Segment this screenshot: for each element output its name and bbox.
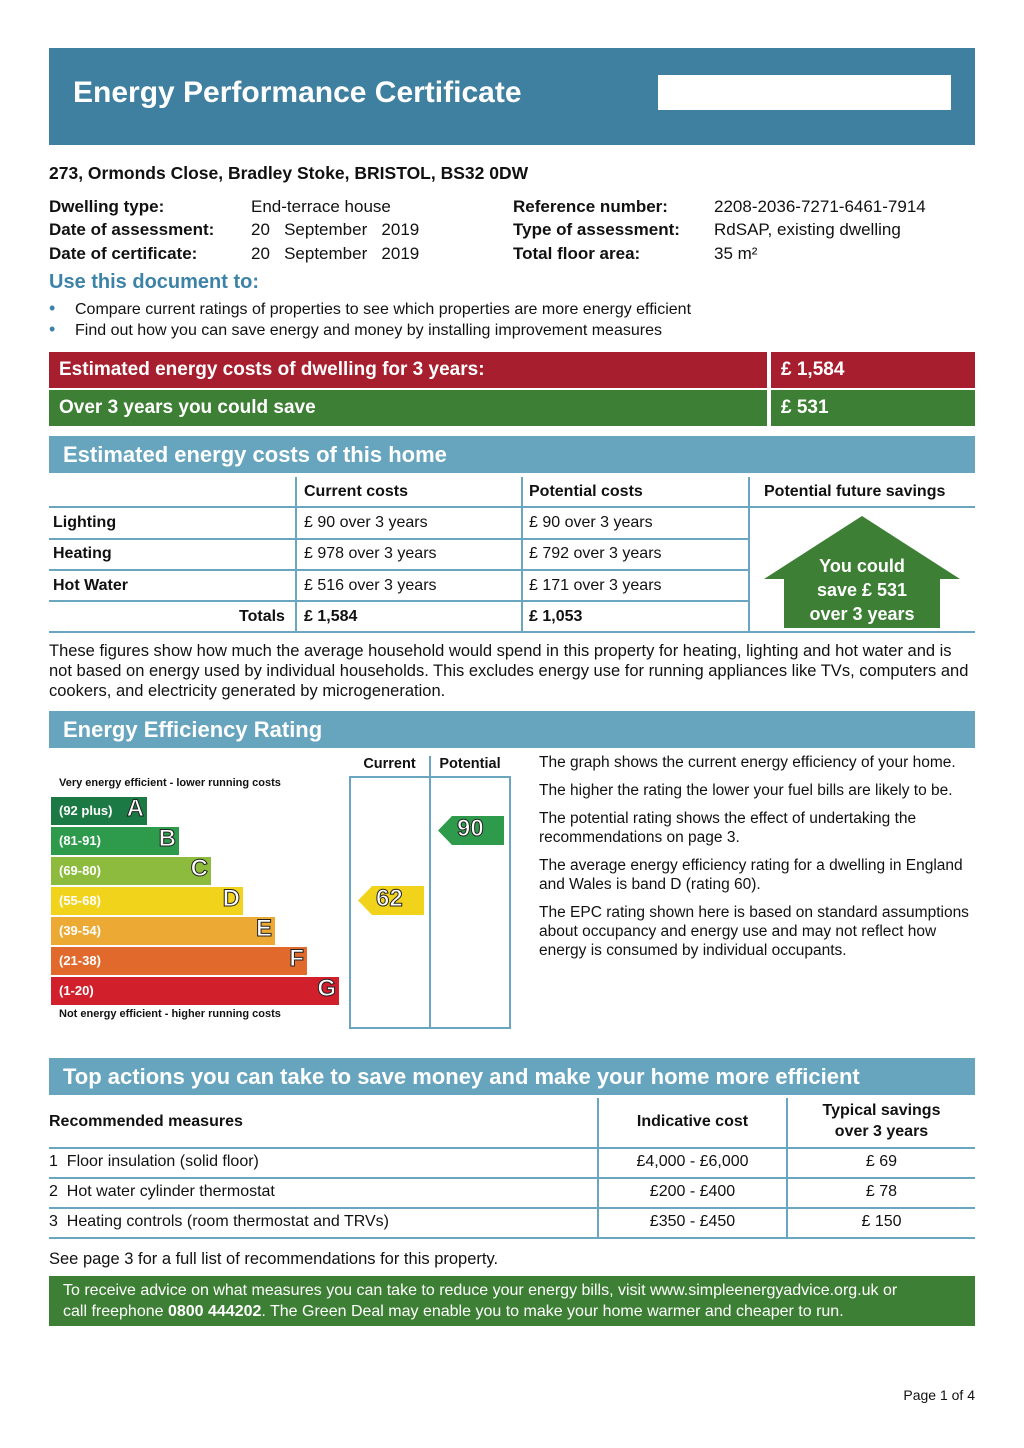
eer-col-potential: Potential (439, 756, 501, 772)
use-document-heading: Use this document to: (49, 271, 260, 293)
estimated-costs-value: £ 1,584 (771, 352, 975, 388)
see-page-note: See page 3 for a full list of recommendations for this property. (49, 1250, 499, 1268)
costs-section-heading: Estimated energy costs of this home (49, 436, 975, 473)
actions-section-heading: Top actions you can take to save money and make your home more efficient (49, 1058, 975, 1095)
explanation-paragraph: The higher the rating the lower your fuel bills are likely to be. (539, 782, 953, 799)
costs-note: These figures show how much the average household would spend in this property for heating, lighting and hot water and is not based on energy used by individual households. This excludes energy use for running appliances like TVs, computers and cookers, and electricity generated by microgeneration. (49, 642, 969, 700)
floor-area-label: Total floor area: (513, 244, 641, 263)
rating-band-b (51, 827, 179, 855)
explanation-paragraph: The average energy efficiency rating for a dwelling in England and Wales is band D (rating 60). (539, 857, 963, 893)
eer-explanation (539, 753, 975, 960)
row-saving: £ 150 (861, 1213, 902, 1230)
col-future-savings: Potential future savings (764, 483, 946, 500)
band-range: (92 plus) (59, 803, 113, 818)
row-heating-current: £ 978 over 3 years (304, 545, 437, 562)
band-range: (39-54) (59, 923, 101, 938)
table-row: 3 Heating controls (room thermostat and TRVs) (49, 1213, 390, 1230)
band-letter: D (222, 885, 240, 912)
rating-band-d (51, 887, 243, 915)
eer-header-divider (429, 756, 431, 776)
rating-band-f (51, 947, 307, 975)
bullet-icon: • (49, 298, 56, 318)
totals-potential: £ 1,053 (529, 608, 583, 625)
header-blank-box (658, 75, 951, 110)
property-address: 273, Ormonds Close, Bradley Stoke, BRISTOL, BS32 0DW (49, 163, 529, 183)
band-range: (69-80) (59, 863, 101, 878)
explanation-paragraph: The EPC rating shown here is based on standard assumptions about occupancy and energy use and may not reflect how energy is consumed by individual occupants. (539, 904, 969, 959)
band-range: (1-20) (59, 983, 94, 998)
col-typical-savings-sub: over 3 years (834, 1123, 929, 1140)
band-letter: C (190, 855, 208, 882)
explanation-paragraph: The graph shows the current energy efficiency of your home. (539, 754, 956, 771)
row-lighting-potential: £ 90 over 3 years (529, 514, 653, 531)
freephone-number: 0800 444202 (167, 1303, 262, 1320)
table-row: 2 Hot water cylinder thermostat (49, 1183, 275, 1200)
totals-label: Totals (239, 608, 285, 625)
assessment-date-value: 20 September 2019 (251, 220, 420, 239)
band-range: (81-91) (59, 833, 101, 848)
table-row: 1 Floor insulation (solid floor) (49, 1153, 259, 1170)
rating-band-g (51, 977, 339, 1005)
efficiency-section-heading: Energy Efficiency Rating (49, 711, 975, 748)
estimated-costs-label: Estimated energy costs of dwelling for 3 years: (49, 352, 767, 388)
row-saving: £ 69 (865, 1153, 898, 1170)
row-hotwater-current: £ 516 over 3 years (304, 577, 437, 594)
row-cost: £350 - £450 (649, 1213, 736, 1230)
eer-top-note: Very energy efficient - lower running costs (59, 777, 281, 789)
col-recommended-measures: Recommended measures (49, 1113, 243, 1130)
row-lighting-current: £ 90 over 3 years (304, 514, 428, 531)
assessment-date-label: Date of assessment: (49, 220, 215, 239)
dwelling-type-value: End-terrace house (251, 197, 391, 216)
row-saving: £ 78 (865, 1183, 898, 1200)
col-indicative-cost: Indicative cost (636, 1113, 749, 1130)
row-cost: £200 - £400 (649, 1183, 736, 1200)
col-typical-savings: Typical savings (822, 1102, 941, 1119)
eer-bottom-note: Not energy efficient - higher running costs (59, 1008, 281, 1020)
bullet-icon: • (49, 319, 56, 339)
page-number: Page 1 of 4 (903, 1387, 975, 1403)
savings-value: £ 531 (771, 390, 975, 426)
page-title: Energy Performance Certificate (73, 76, 522, 109)
advice-banner: To receive advice on what measures you can take to reduce your energy bills, visit www.simpleenergyadvice.org.uk or call freephone 0800 444202. The Green Deal may enable you to make your home warmer and cheaper to run. (49, 1276, 975, 1326)
dwelling-type-label: Dwelling type: (49, 197, 165, 216)
band-letter: A (126, 795, 144, 822)
assessment-type-value: RdSAP, existing dwelling (714, 220, 901, 239)
savings-label: Over 3 years you could save (49, 390, 767, 426)
band-range: (55-68) (59, 893, 101, 908)
col-potential-costs: Potential costs (529, 483, 643, 500)
row-hotwater-label: Hot Water (53, 577, 128, 594)
row-heating-label: Heating (53, 545, 112, 562)
reference-value: 2208-2036-7271-6461-7914 (714, 197, 926, 216)
current-rating-value: 62 (376, 885, 403, 912)
row-hotwater-potential: £ 171 over 3 years (529, 577, 662, 594)
explanation-paragraph: The potential rating shows the effect of undertaking the recommendations on page 3. (539, 810, 917, 846)
assessment-type-label: Type of assessment: (513, 220, 680, 239)
certificate-date-value: 20 September 2019 (251, 244, 420, 263)
rating-band-e (51, 917, 275, 945)
floor-area-value: 35 m² (714, 244, 758, 263)
band-letter: F (289, 945, 304, 972)
totals-current: £ 1,584 (304, 608, 358, 625)
rating-band-c (51, 857, 211, 885)
band-range: (21-38) (59, 953, 101, 968)
eer-potential-column (429, 776, 511, 1029)
eer-col-current: Current (363, 756, 416, 772)
row-lighting-label: Lighting (53, 514, 117, 531)
row-heating-potential: £ 792 over 3 years (529, 545, 662, 562)
band-letter: E (255, 915, 272, 942)
savings-callout: You could save £ 531 over 3 years (809, 556, 915, 624)
row-cost: £4,000 - £6,000 (636, 1153, 749, 1170)
reference-label: Reference number: (513, 197, 668, 216)
potential-rating-value: 90 (457, 815, 484, 842)
rating-band-a (51, 797, 147, 825)
col-current-costs: Current costs (304, 483, 409, 500)
band-letter: B (158, 825, 176, 852)
certificate-date-label: Date of certificate: (49, 244, 198, 263)
band-letter: G (317, 975, 336, 1002)
